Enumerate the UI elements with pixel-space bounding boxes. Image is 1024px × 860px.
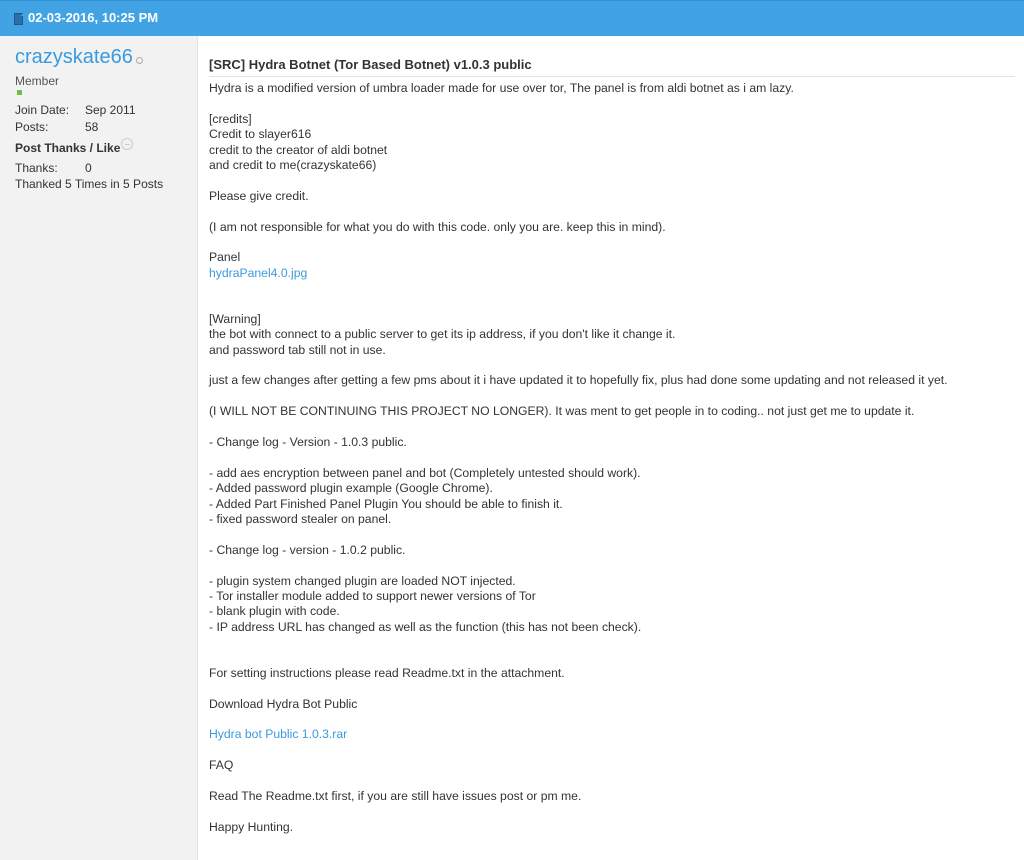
body-line: - Added password plugin example (Google Chrome). [209,481,493,496]
body-line [209,296,1015,311]
body-line [209,774,1015,789]
thanks-collapse-icon[interactable] [121,138,133,150]
body-line: Credit to slayer616 [209,127,312,142]
body-line: (I WILL NOT BE CONTINUING THIS PROJECT NO LONGER). It was ment to get people in to coding.. not just get me to update it. [209,404,915,419]
body-line: - fixed password stealer on panel. [209,511,392,526]
body-line: For setting instructions please read Readme.txt in the attachment. [209,665,565,680]
username-link[interactable]: crazyskate66 [15,46,133,68]
attachment-link-rar[interactable]: Hydra bot Public 1.0.3.rar [209,727,348,742]
post-thanks-title: Post Thanks / Like [15,141,121,155]
body-line: (I am not responsible for what you do with this code. only you are. keep this in mind). [209,219,666,234]
body-line [209,389,1015,404]
body-line: credit to the creator of aldi botnet [209,142,388,157]
posts-label: Posts: [15,120,49,134]
body-line [209,96,1015,111]
body-line: - Tor installer module added to support newer versions of Tor [209,588,536,603]
body-line: - Change log - Version - 1.0.3 public. [209,434,407,449]
body-line: FAQ [209,758,234,773]
reputation-icon [17,90,22,95]
body-line [209,558,1015,573]
thanked-summary: Thanked 5 Times in 5 Posts [15,177,164,191]
body-line: Hydra is a modified version of umbra loader made for use over tor, The panel is from aldi botnet as i am lazy. [209,81,794,95]
body-line [209,650,1015,665]
body-line [209,635,1015,650]
body-line: - plugin system changed plugin are loaded NOT injected. [209,573,516,588]
body-line: Happy Hunting. [209,819,294,834]
body-line [209,173,1015,188]
body-line: - Change log - version - 1.0.2 public. [209,542,406,557]
body-line [209,281,1015,296]
body-line [209,804,1015,819]
user-title: Member [15,74,60,88]
posts-value: 58 [85,120,99,134]
user-sidebar [0,36,198,860]
body-line: and credit to me(crazyskate66) [209,157,377,172]
body-line: the bot with connect to a public server to get its ip address, if you don't like it change it. [209,327,676,342]
thanks-label: Thanks: [15,161,58,175]
join-date-value: Sep 2011 [85,103,136,117]
body-line [209,527,1015,542]
body-line [209,743,1015,758]
body-line [209,712,1015,727]
body-line [209,681,1015,696]
body-line: [Warning] [209,311,261,326]
body-line [209,420,1015,435]
join-date-label: Join Date: [15,103,70,117]
body-line [209,235,1015,250]
body-line: - IP address URL has changed as well as the function (this has not been check). [209,619,642,634]
offline-status-icon [136,57,143,64]
body-line: - Added Part Finished Panel Plugin You should be able to finish it. [209,496,563,511]
body-line: Panel [209,250,241,265]
post-icon [14,13,23,25]
body-line: - add aes encryption between panel and bot (Completely untested should work). [209,465,641,480]
post-header [0,0,1024,36]
body-line: Download Hydra Bot Public [209,696,358,711]
post-date: 02-03-2016, 10:25 PM [28,10,159,25]
post-content [209,57,1015,835]
body-line: just a few changes after getting a few pms about it i have updated it to hopefully fix, plus had done some updating and not released it yet. [209,373,948,388]
body-line: [credits] [209,111,252,126]
body-line: and password tab still not in use. [209,342,386,357]
attachment-link-panel-image[interactable]: hydraPanel4.0.jpg [209,265,308,280]
thanks-value: 0 [85,161,92,175]
post-title: [SRC] Hydra Botnet (Tor Based Botnet) v1.0.3 public [209,57,1015,77]
body-line: Read The Readme.txt first, if you are still have issues post or pm me. [209,788,582,803]
body-line: Please give credit. [209,188,309,203]
body-line [209,358,1015,373]
body-line [209,204,1015,219]
body-line [209,450,1015,465]
body-line: - blank plugin with code. [209,604,340,619]
post-body [209,81,1015,835]
